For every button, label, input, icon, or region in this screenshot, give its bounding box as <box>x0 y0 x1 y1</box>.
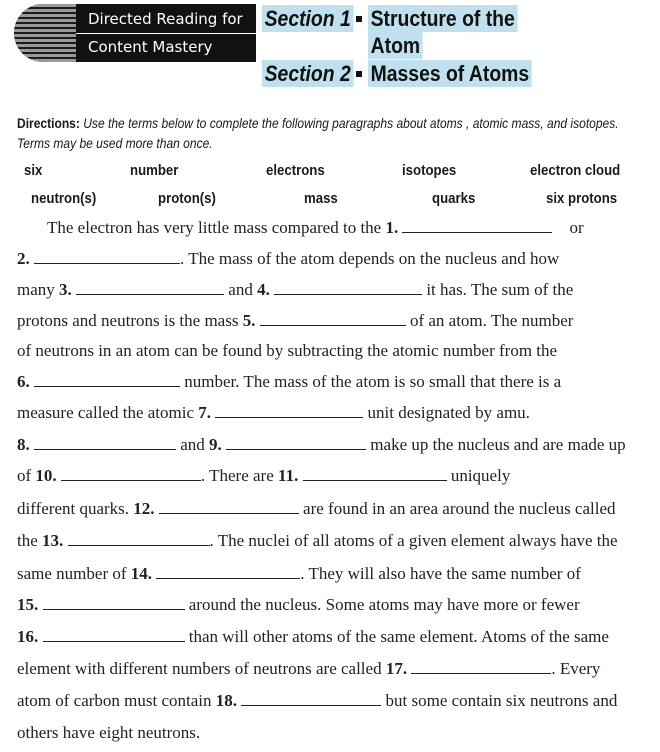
term-protons: proton(s) <box>158 190 216 207</box>
line-16: atom of carbon must contain 18. but some contain six neutrons and <box>17 691 618 710</box>
directions <box>17 113 619 153</box>
banner-divider <box>76 33 256 34</box>
blank-number-1: 1. <box>385 218 399 237</box>
line-9: of 10. . There are 11. uniquely <box>17 466 511 485</box>
term-electron-cloud: electron cloud <box>530 162 621 179</box>
blank-4[interactable] <box>274 280 422 295</box>
blank-16[interactable] <box>43 627 185 642</box>
blank-10[interactable] <box>61 466 201 481</box>
term-number: number <box>130 162 179 179</box>
blank-9[interactable] <box>226 435 366 450</box>
line-1: The electron has very little mass compared to the 1. or <box>47 218 584 237</box>
section2-bullet <box>356 71 362 77</box>
blank-number-5: 5. <box>242 311 256 330</box>
blank-8[interactable] <box>34 435 176 450</box>
banner-line1: Directed Reading for <box>88 10 243 28</box>
blank-number-14: 14. <box>130 564 153 583</box>
blank-15[interactable] <box>43 595 185 610</box>
blank-number-7: 7. <box>198 403 211 422</box>
blank-number-4: 4. <box>257 280 270 299</box>
line-4: protons and neutrons is the mass 5. of an atom. The number <box>17 311 574 330</box>
blank-number-6: 6. <box>17 372 30 391</box>
blank-13[interactable] <box>68 531 210 546</box>
blank-11[interactable] <box>303 466 447 481</box>
blank-12[interactable] <box>159 499 299 514</box>
blank-3[interactable] <box>76 280 224 295</box>
section2-title: Masses of Atoms <box>368 60 532 87</box>
section2-number: Section 2 <box>262 60 353 87</box>
blank-18[interactable] <box>241 691 381 706</box>
section1-bullet <box>356 16 362 22</box>
blank-2[interactable] <box>34 249 180 264</box>
blank-17[interactable] <box>411 659 551 674</box>
line-11: the 13. . The nuclei of all atoms of a given element always have the <box>17 531 618 550</box>
blank-number-16: 16. <box>17 627 39 646</box>
line-7: measure called the atomic 7. unit designated by amu. <box>17 403 530 422</box>
blank-6[interactable] <box>34 372 180 387</box>
term-six: six <box>24 162 43 179</box>
line-5: of neutrons in an atom can be found by subtracting the atomic number from the <box>17 341 558 360</box>
line-10: different quarks. 12. are found in an area around the nucleus called <box>17 499 616 518</box>
blank-number-13: 13. <box>42 531 64 550</box>
blank-number-15: 15. <box>17 595 39 614</box>
blank-number-10: 10. <box>35 466 57 485</box>
line-17: others have eight neutrons. <box>17 723 201 742</box>
line-8: 8. and 9. make up the nucleus and are made up <box>17 435 626 454</box>
striped-disc-icon <box>14 4 76 62</box>
term-six-protons: six protons <box>546 190 618 207</box>
blank-7[interactable] <box>215 403 363 418</box>
term-electrons: electrons <box>266 162 325 179</box>
line-13: 15. around the nucleus. Some atoms may have more or fewer <box>17 595 580 614</box>
line-14: 16. than will other atoms of the same element. Atoms of the same <box>17 627 609 646</box>
term-quarks: quarks <box>432 190 476 207</box>
line-12: same number of 14. . They will also have the same number of <box>17 564 581 583</box>
blank-number-11: 11. <box>278 466 299 485</box>
line-6: 6. number. The mass of the atom is so small that there is a <box>17 372 562 391</box>
blank-number-12: 12. <box>133 499 155 518</box>
blank-number-17: 17. <box>385 659 408 678</box>
line-15: element with different numbers of neutrons are called 17. . Every <box>17 659 601 678</box>
blank-14[interactable] <box>156 564 300 579</box>
directions-text: Use the terms below to complete the following paragraphs about atoms , atomic mass, and isotopes. Terms may be used more than once. <box>17 115 619 151</box>
line-3: many 3. and 4. it has. The sum of the <box>17 280 574 299</box>
line-2: 2. . The mass of the atom depends on the nucleus and how <box>17 249 560 268</box>
blank-1[interactable] <box>402 218 552 233</box>
blank-number-8: 8. <box>17 435 30 454</box>
directions-label: Directions: <box>17 115 80 131</box>
term-mass: mass <box>304 190 338 207</box>
section1-title-b: Atom <box>368 32 423 59</box>
term-isotopes: isotopes <box>402 162 457 179</box>
banner-line2: Content Mastery <box>88 38 213 56</box>
blank-number-18: 18. <box>215 691 238 710</box>
blank-number-2: 2. <box>17 249 30 268</box>
section1-title-a: Structure of the <box>368 5 517 32</box>
term-neutrons: neutron(s) <box>31 190 97 207</box>
section1-number: Section 1 <box>262 5 353 32</box>
blank-5[interactable] <box>260 311 406 326</box>
blank-number-9: 9. <box>209 435 222 454</box>
blank-number-3: 3. <box>59 280 72 299</box>
banner <box>14 4 256 62</box>
